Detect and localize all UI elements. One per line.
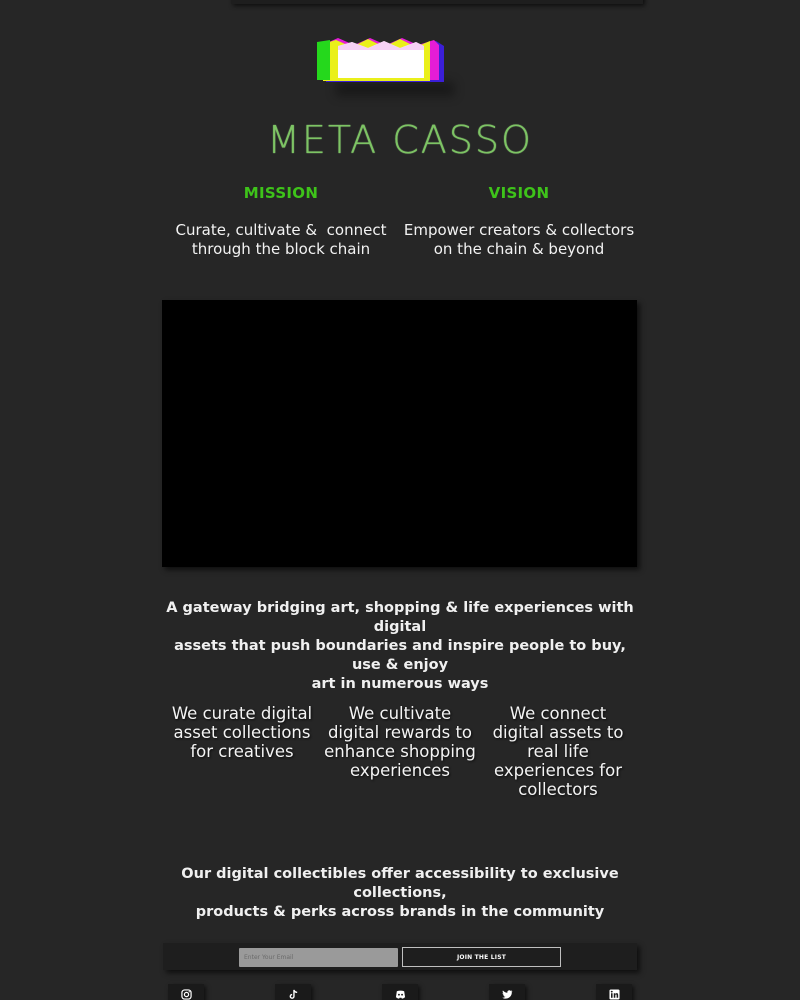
video-player[interactable] <box>162 300 637 567</box>
feature-curate <box>162 704 322 761</box>
feature-line: collectors <box>518 780 598 799</box>
gateway-line: assets that push boundaries and inspire people to buy, use & enjoy <box>174 638 626 673</box>
feature-line: experiences for <box>494 761 622 780</box>
discord-icon[interactable] <box>382 984 418 1000</box>
feature-line: for creatives <box>190 742 294 761</box>
mission-text-line: through the block chain <box>191 240 371 258</box>
mission-text <box>161 221 401 259</box>
feature-line: We connect <box>509 704 607 723</box>
gateway-paragraph <box>160 599 640 694</box>
feature-line: digital assets to <box>492 723 624 742</box>
mission-heading: MISSION <box>243 184 319 202</box>
twitter-icon[interactable] <box>489 984 525 1000</box>
top-bar <box>231 0 643 4</box>
vision-text-line: Empower creators & collectors <box>403 221 635 239</box>
tiktok-icon[interactable] <box>275 984 311 1000</box>
feature-line: digital rewards to <box>327 723 473 742</box>
feature-connect <box>478 704 638 799</box>
brand-title: META CASSO <box>267 118 533 162</box>
feature-line: enhance shopping <box>324 742 476 761</box>
mission-text-line: Curate, cultivate & connect <box>175 221 387 239</box>
vision-text <box>399 221 639 259</box>
vision-text-line: on the chain & beyond <box>433 240 605 258</box>
feature-line: real life <box>527 742 589 761</box>
feature-cultivate <box>320 704 480 780</box>
signup-bar <box>163 943 637 970</box>
email-field[interactable] <box>239 948 398 967</box>
collectibles-line: Our digital collectibles offer accessibility to exclusive collections, <box>181 866 619 901</box>
feature-line: We curate digital <box>171 704 313 723</box>
instagram-icon[interactable] <box>168 984 204 1000</box>
feature-line: We cultivate <box>348 704 452 723</box>
join-list-button[interactable]: JOIN THE LIST <box>402 947 561 967</box>
feature-line: asset collections <box>173 723 311 742</box>
vision-heading: VISION <box>488 184 550 202</box>
collectibles-line: products & perks across brands in the community <box>195 904 605 920</box>
linkedin-icon[interactable] <box>596 984 632 1000</box>
collectibles-paragraph <box>150 865 650 922</box>
rainbow-crown-logo-icon[interactable] <box>312 36 457 98</box>
gateway-line: A gateway bridging art, shopping & life experiences with digital <box>166 600 634 635</box>
feature-line: experiences <box>349 761 451 780</box>
gateway-line: art in numerous ways <box>311 676 489 692</box>
